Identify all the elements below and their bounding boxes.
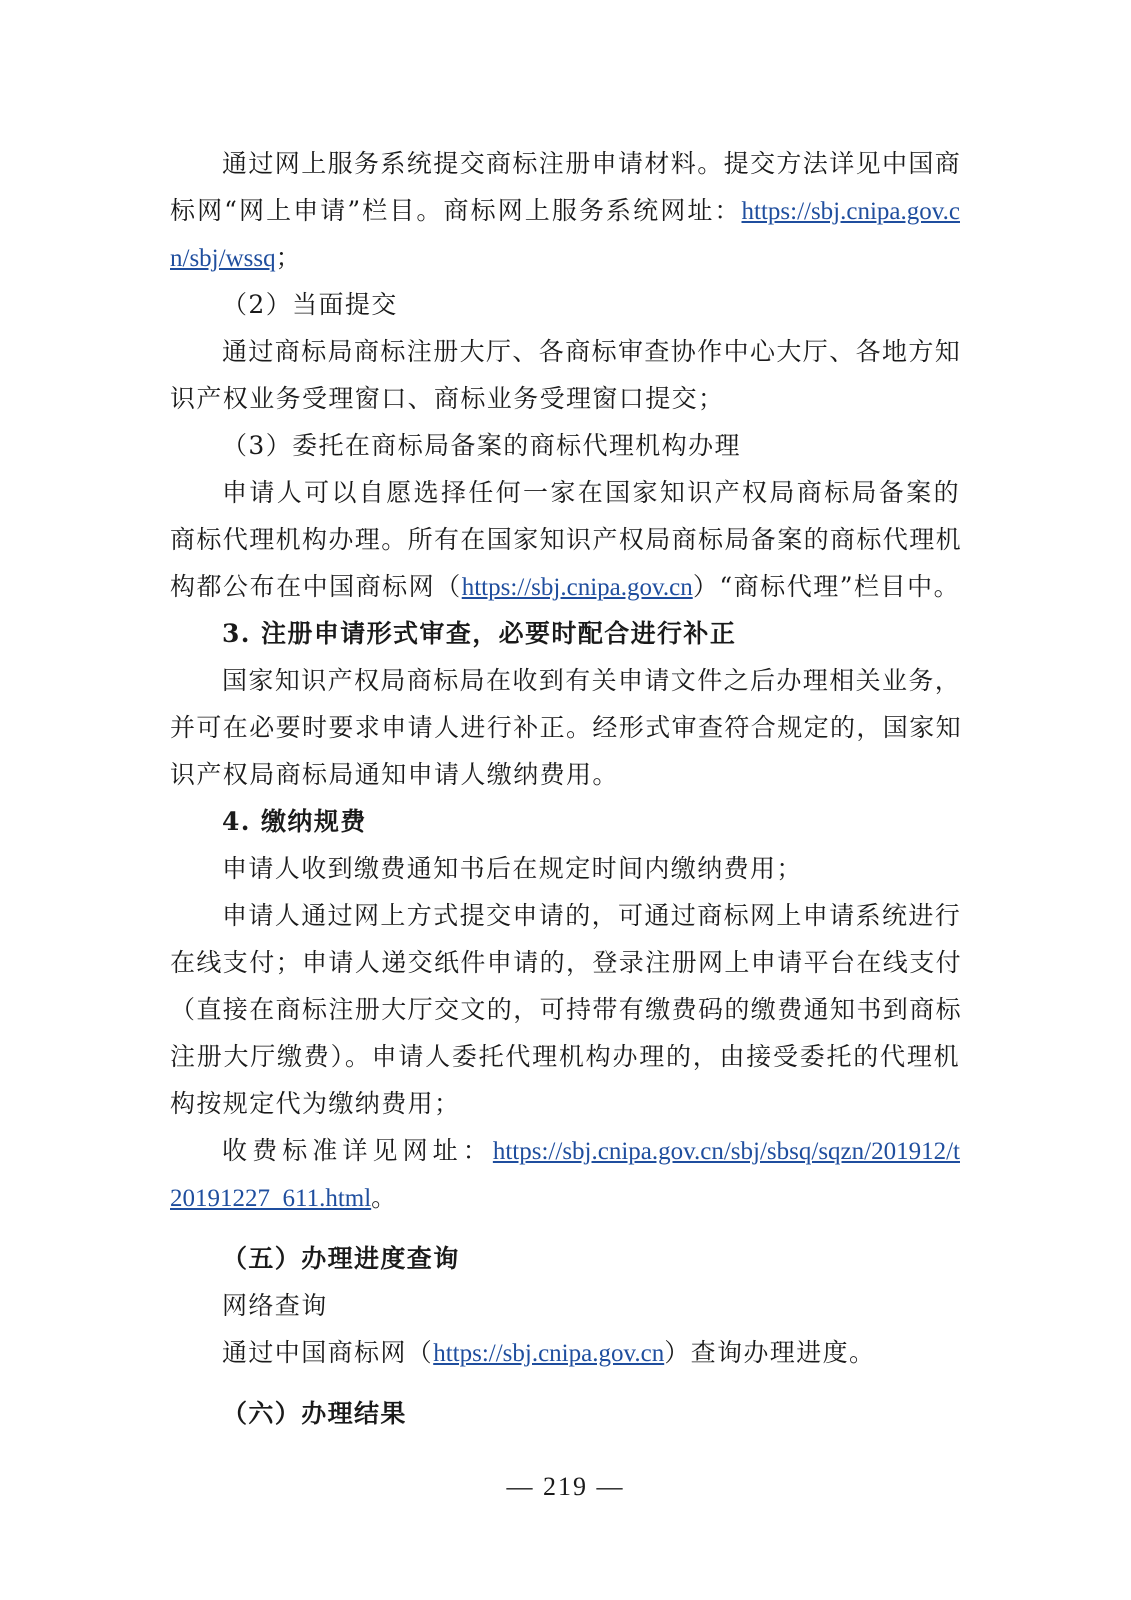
text: 申请人收到缴费通知书后在规定时间内缴纳费用； bbox=[222, 854, 803, 883]
paragraph-line bbox=[170, 563, 960, 610]
text: 网络查询 bbox=[222, 1291, 328, 1320]
section-heading-5 bbox=[170, 1235, 960, 1282]
text: （3）委托在商标局备案的商标代理机构办理 bbox=[222, 431, 741, 460]
text: 通过网上服务系统提交商标注册申请材料。提交方法详见中国商 bbox=[222, 149, 962, 178]
text: 3. bbox=[222, 619, 262, 648]
text: （2）当面提交 bbox=[222, 290, 398, 319]
text: 国家知识产权局商标局在收到有关申请文件之后办理相关业务， bbox=[222, 666, 962, 695]
text: 申请人通过网上方式提交申请的，可通过商标网上申请系统进行 bbox=[222, 901, 962, 930]
fee-standard-link[interactable]: https://sbj.cnipa.gov.cn/sbj/sbsq/sqzn/201912/t bbox=[492, 1138, 960, 1165]
fee-standard-link-cont[interactable]: 20191227_611.html bbox=[170, 1185, 372, 1212]
text: 识产权业务受理窗口、商标业务受理窗口提交； bbox=[170, 384, 725, 413]
section-heading-6 bbox=[170, 1390, 960, 1437]
text: ）查询办理进度。 bbox=[664, 1338, 876, 1367]
paragraph-line bbox=[170, 516, 963, 563]
paragraph-line bbox=[170, 328, 960, 375]
text: 申请人可以自愿选择任何一家在国家知识产权局商标局备案的 bbox=[222, 478, 960, 507]
text: 构都公布在中国商标网（ bbox=[170, 572, 462, 601]
paragraph-line bbox=[170, 469, 960, 516]
text: 通过商标局商标注册大厅、各商标审查协作中心大厅、各地方知 bbox=[222, 337, 962, 366]
paragraph-line bbox=[170, 1080, 960, 1127]
text: 标网“网上申请”栏目。商标网上服务系统网址： bbox=[170, 196, 742, 225]
document-body bbox=[170, 140, 963, 1437]
paragraph-line bbox=[170, 140, 960, 187]
subheading-3 bbox=[170, 422, 960, 469]
section-heading-4 bbox=[170, 798, 960, 845]
text: 识产权局商标局通知申请人缴纳费用。 bbox=[170, 760, 619, 789]
text: 并可在必要时要求申请人进行补正。经形式审查符合规定的，国家知 bbox=[170, 713, 963, 742]
section-heading-3 bbox=[170, 610, 960, 657]
subheading-2 bbox=[170, 281, 960, 328]
paragraph-line bbox=[170, 375, 960, 422]
paragraph-line bbox=[170, 234, 960, 281]
text: 商标代理机构办理。所有在国家知识产权局商标局备案的商标代理机 bbox=[170, 525, 963, 554]
paragraph-line bbox=[170, 1033, 960, 1080]
text: 4. bbox=[222, 807, 262, 836]
progress-query-link[interactable]: https://sbj.cnipa.gov.cn bbox=[433, 1340, 665, 1367]
paragraph-line bbox=[170, 1127, 960, 1174]
text: 通过中国商标网（ bbox=[222, 1338, 434, 1367]
paragraph-line bbox=[170, 187, 960, 234]
text: 构按规定代为缴纳费用； bbox=[170, 1089, 461, 1118]
text: ； bbox=[275, 243, 302, 272]
text: ）“商标代理”栏目中。 bbox=[692, 572, 960, 601]
text: （直接在商标注册大厅交文的，可持带有缴费码的缴费通知书到商标 bbox=[170, 995, 963, 1024]
text: 收费标准详见网址： bbox=[222, 1136, 493, 1165]
online-service-link-cont[interactable]: n/sbj/wssq bbox=[170, 245, 276, 272]
text: 注册申请形式审查，必要时配合进行补正 bbox=[261, 619, 737, 648]
paragraph-line bbox=[170, 892, 960, 939]
paragraph-line bbox=[170, 704, 963, 751]
trademark-site-link[interactable]: https://sbj.cnipa.gov.cn bbox=[461, 574, 693, 601]
text: 注册大厅缴费）。申请人委托代理机构办理的，由接受委托的代理机 bbox=[170, 1042, 960, 1071]
text: （六）办理结果 bbox=[222, 1399, 407, 1428]
paragraph-line bbox=[170, 751, 960, 798]
online-service-link[interactable]: https://sbj.cnipa.gov.c bbox=[741, 198, 960, 225]
paragraph-line bbox=[170, 939, 963, 986]
text: 在线支付；申请人递交纸件申请的，登录注册网上申请平台在线支付 bbox=[170, 948, 963, 977]
paragraph-line bbox=[170, 986, 963, 1033]
page-number: — 219 — bbox=[506, 1472, 625, 1501]
text: 缴纳规费 bbox=[261, 807, 367, 836]
paragraph-line bbox=[170, 845, 960, 892]
text: （五）办理进度查询 bbox=[222, 1244, 460, 1273]
paragraph-line bbox=[170, 1174, 960, 1221]
text: 。 bbox=[371, 1183, 398, 1212]
paragraph-line bbox=[170, 1329, 960, 1376]
paragraph-line bbox=[170, 657, 960, 704]
paragraph-line bbox=[170, 1282, 960, 1329]
